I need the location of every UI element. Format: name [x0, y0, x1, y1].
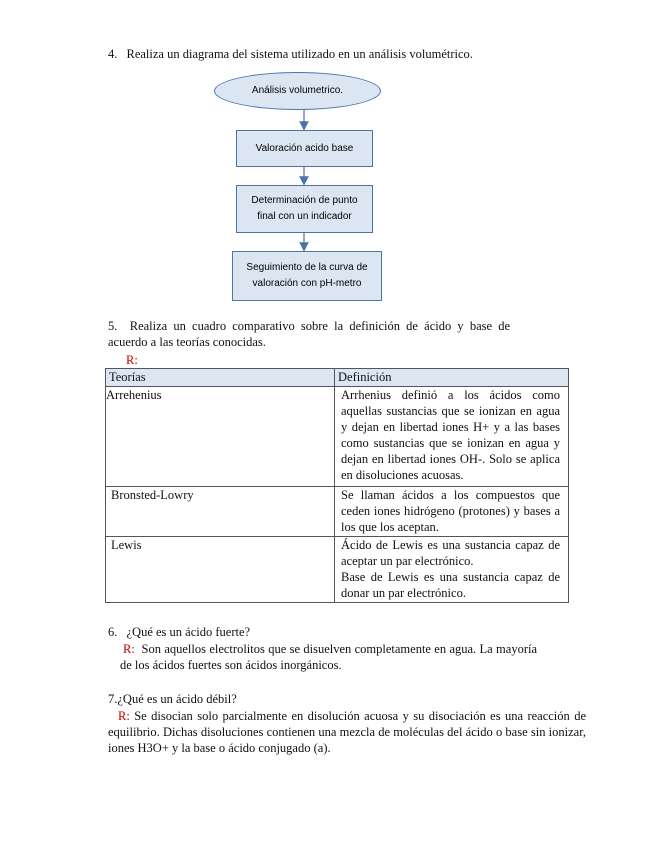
flowchart-step-3-line-2: valoración con pH-metro [252, 278, 362, 289]
flowchart-start-label: Análisis volumetrico. [251, 85, 344, 96]
question-6 [108, 624, 250, 640]
table-cell-definition-part-1: Ácido de Lewis es una sustancia capaz de aceptar un par electrónico. [341, 538, 560, 568]
flowchart [0, 0, 655, 310]
flowchart-step-1-label: Valoración acido base [255, 142, 354, 154]
question-5-line-2: acuerdo a las teorías conocidas. [108, 335, 266, 349]
question-5-number: 5. [108, 319, 118, 333]
flowchart-step-3 [232, 251, 382, 301]
table-header-theories: Teorías [106, 369, 335, 387]
table-cell-definition: Arrhenius definió a los ácidos como aquellas sustancias que se ionizan en agua y dejan en libertad iones H+ y a las bases como sustancias que se ionizan en agua y dejan en libertad iones OH-. Solo se aplica en disoluciones acuosas. [335, 387, 569, 487]
question-7-answer [108, 708, 586, 756]
flowchart-start-node [214, 72, 381, 110]
question-4-text: Realiza un diagrama del sistema utilizado en un análisis volumétrico. [126, 47, 473, 61]
table-row [106, 387, 569, 487]
flowchart-step-2 [236, 185, 373, 233]
question-5-answer-label: R: [126, 353, 138, 367]
table-cell-theory: Bronsted-Lowry [106, 487, 335, 537]
table-cell-definition: Se llaman ácidos a los compuestos que ceden iones hidrógeno (protones) y bases a los que los aceptan. [335, 487, 569, 537]
question-6-number: 6. [108, 625, 118, 639]
table-header-row [106, 369, 569, 387]
question-5 [108, 318, 510, 350]
table-cell-theory: Lewis [106, 537, 335, 603]
question-4-number: 4. [108, 47, 118, 61]
comparison-table [105, 368, 569, 603]
table-header-definition: Definición [335, 369, 569, 387]
question-5-line-1: 5. Realiza un cuadro comparativo sobre la definición de ácido y base de [108, 319, 510, 333]
flowchart-step-2-line-1: Determinación de punto [251, 195, 358, 206]
question-6-answer [120, 641, 537, 673]
flowchart-step-1 [236, 130, 373, 167]
table-cell-definition [335, 537, 569, 603]
question-7-answer-label: R: [118, 709, 130, 723]
question-7-answer-text: Se disocian solo parcialmente en disolución acuosa y su disociación es una reacción de equilibrio. Dichas disoluciones contienen una mezcla de moléculas del ácido o base sin ionizar, iones H3O+ y la base o ácido conjugado (a). [108, 709, 586, 755]
question-6-answer-label: R: [123, 642, 135, 656]
table-row [106, 537, 569, 603]
table-cell-theory: Arrehenius [106, 387, 335, 487]
question-6-text: ¿Qué es un ácido fuerte? [126, 625, 251, 639]
flowchart-step-3-line-1: Seguimiento de la curva de [246, 262, 368, 273]
table-row [106, 487, 569, 537]
flowchart-step-2-line-2: final con un indicador [257, 211, 352, 222]
question-7: 7.¿Qué es un ácido débil? [108, 692, 237, 706]
table-cell-definition-part-2: Base de Lewis es una sustancia capaz de donar un par electrónico. [341, 570, 560, 600]
question-6-answer-text: Son aquellos electrolitos que se disuelven completamente en agua. La mayoría de los ácidos fuertes son ácidos inorgánicos. [120, 642, 538, 672]
